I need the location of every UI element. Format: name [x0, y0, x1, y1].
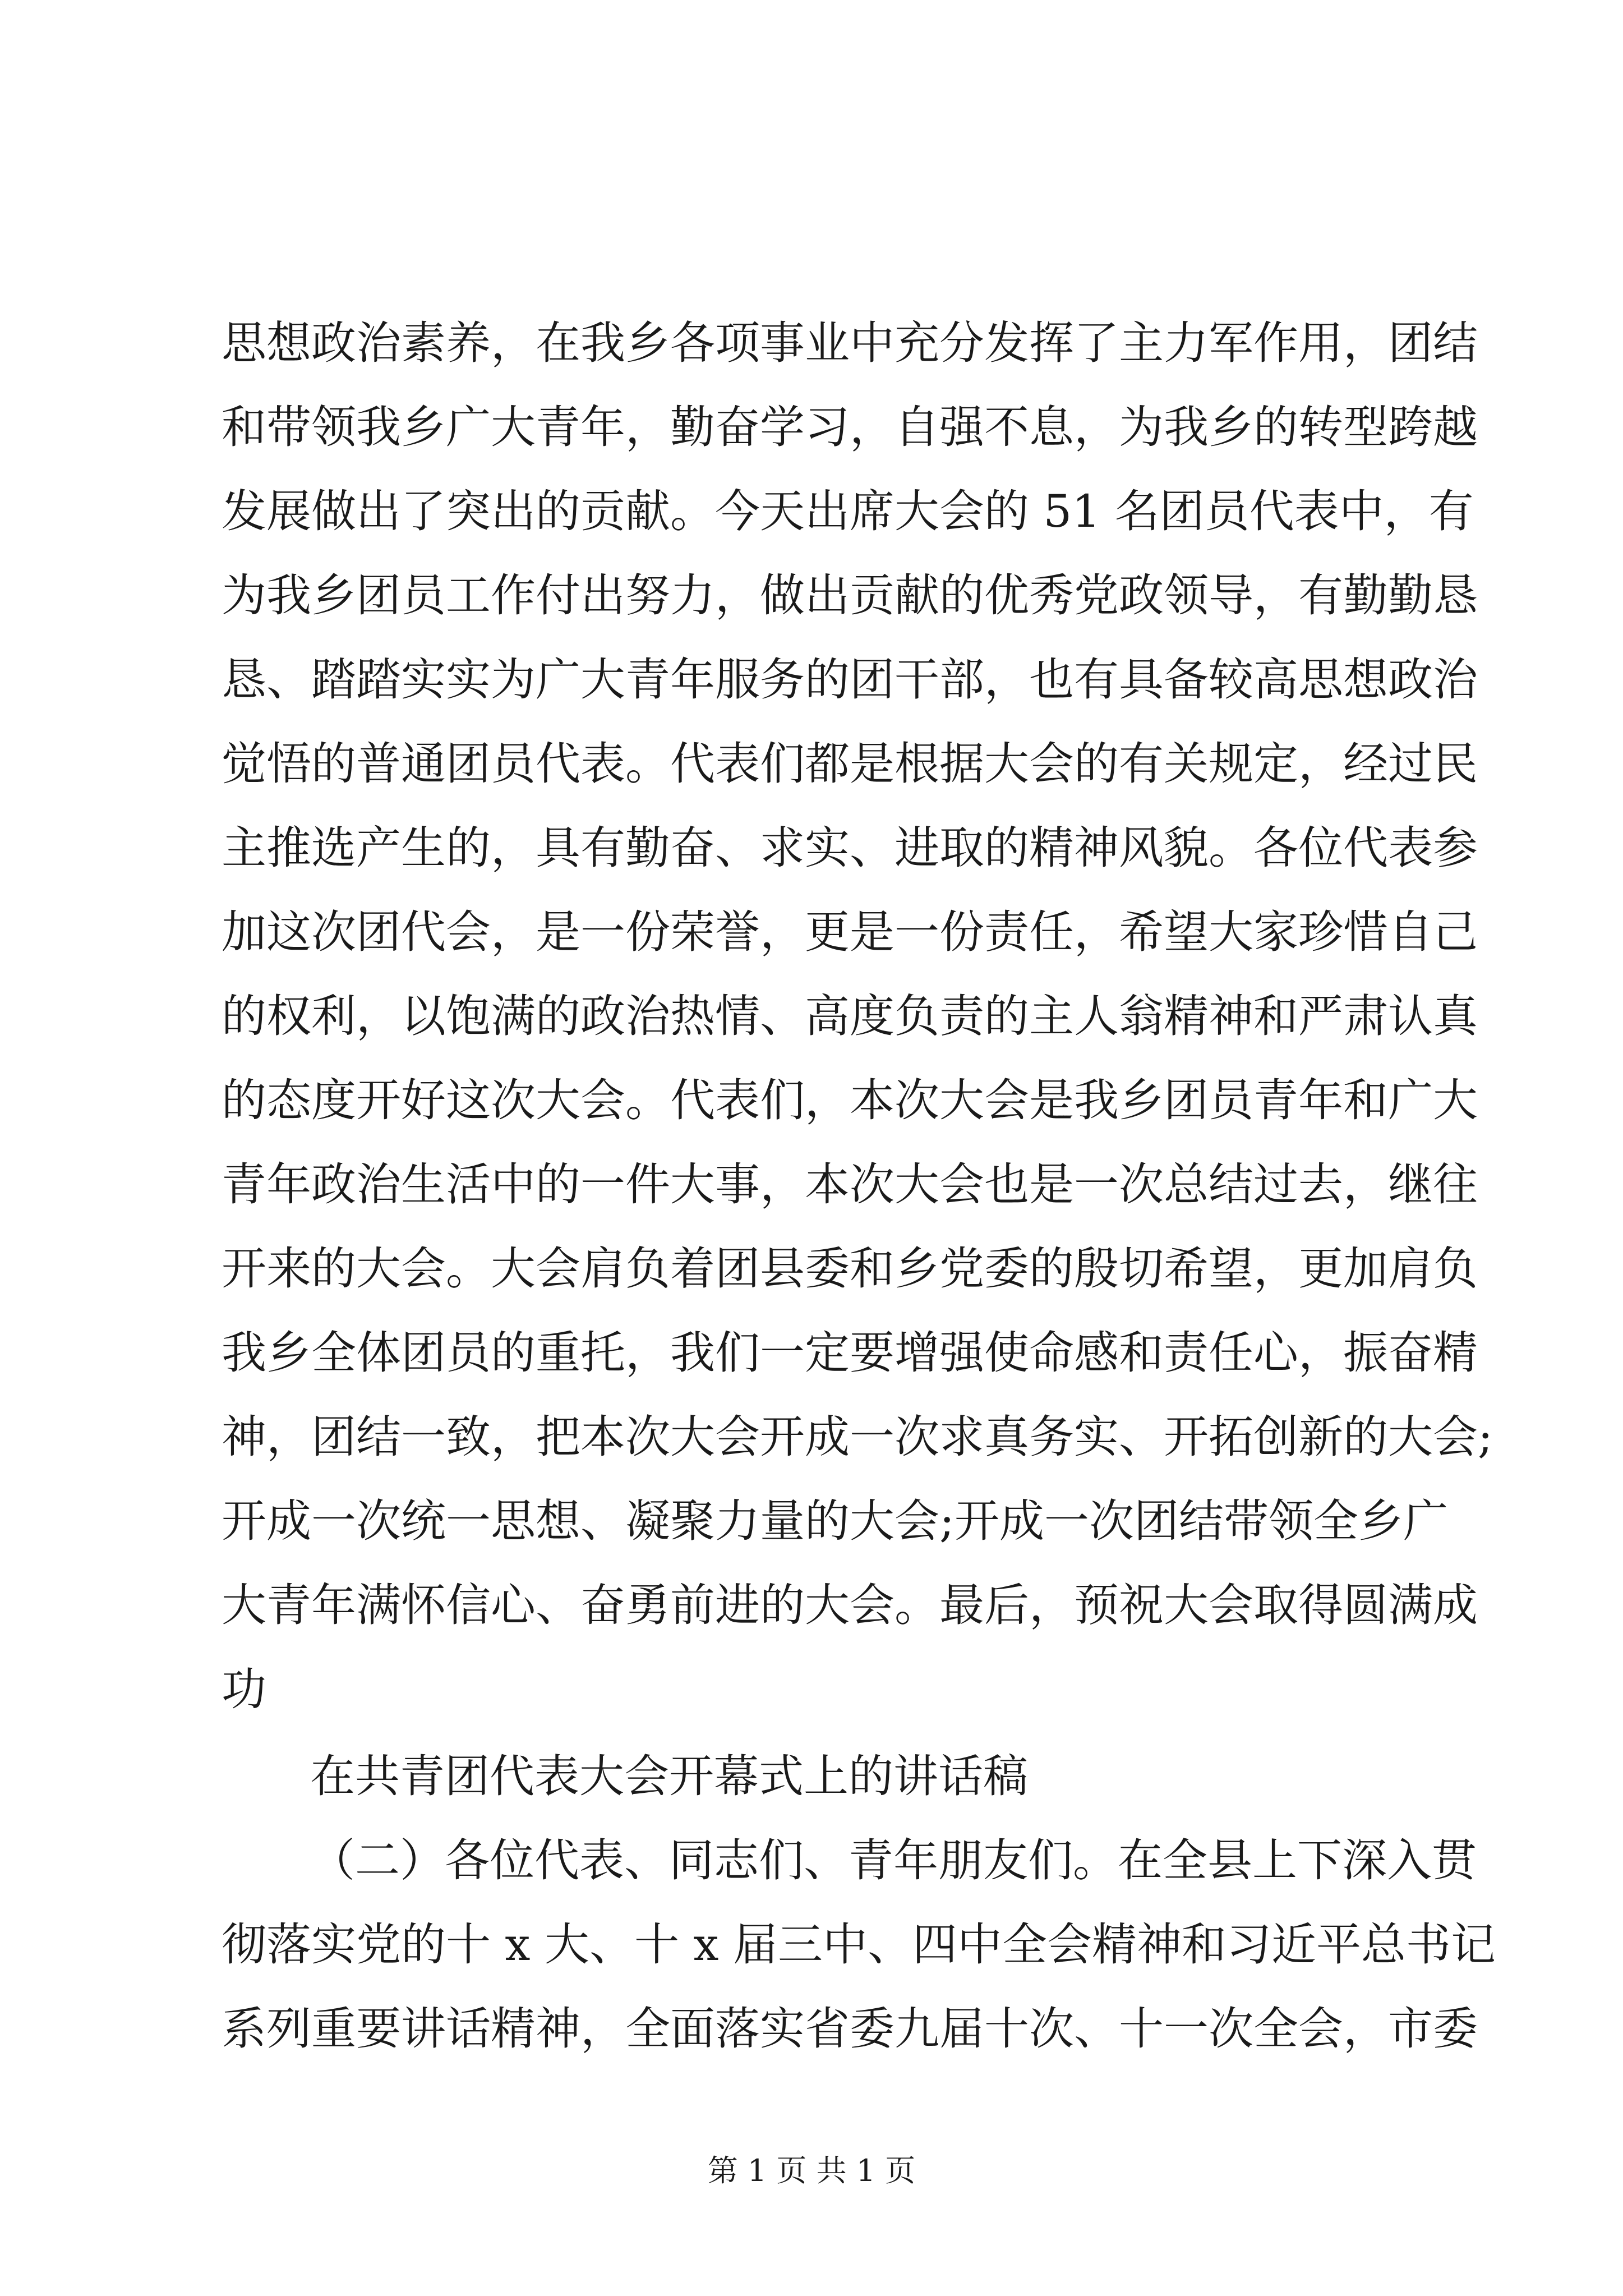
text-line: 为我乡团员工作付出努力，做出贡献的优秀党政领导，有勤勤恳 [222, 569, 1478, 622]
text-line: 的权利，以饱满的政治热情、高度负责的主人翁精神和严肃认真 [222, 990, 1478, 1042]
text-line: 神，团结一致，把本次大会开成一次求真务实、开拓创新的大会; [222, 1411, 1493, 1463]
text-line: 青年政治生活中的一件大事，本次大会也是一次总结过去，继往 [222, 1158, 1478, 1211]
text-line: 主推选产生的，具有勤奋、求实、进取的精神风貌。各位代表参 [222, 822, 1478, 874]
text-line: 大青年满怀信心、奋勇前进的大会。最后，预祝大会取得圆满成 [222, 1579, 1478, 1631]
section-title: 在共青团代表大会开幕式上的讲话稿 [310, 1750, 1028, 1802]
text-line: 恳、踏踏实实为广大青年服务的团干部，也有具备较高思想政治 [222, 654, 1478, 706]
text-line: 系列重要讲话精神，全面落实省委九届十次、十一次全会，市委 [222, 2003, 1478, 2055]
text-line: 思想政治素养，在我乡各项事业中充分发挥了主力军作用，团结 [222, 317, 1478, 369]
text-line: 和带领我乡广大青年，勤奋学习，自强不息，为我乡的转型跨越 [222, 401, 1478, 453]
text-line: 加这次团代会，是一份荣誉，更是一份责任，希望大家珍惜自己 [222, 906, 1478, 958]
text-line: 功 [222, 1663, 266, 1715]
text-line: 开成一次统一思想、凝聚力量的大会;开成一次团结带领全乡广 [222, 1495, 1448, 1547]
text-line: 发展做出了突出的贡献。今天出席大会的 51 名团员代表中，有 [222, 485, 1474, 537]
text-line: 开来的大会。大会肩负着团县委和乡党委的殷切希望，更加肩负 [222, 1243, 1478, 1295]
page-footer: 第 1 页 共 1 页 [707, 2153, 916, 2188]
text-line: （二）各位代表、同志们、青年朋友们。在全县上下深入贯 [310, 1834, 1477, 1887]
text-line: 我乡全体团员的重托，我们一定要增强使命感和责任心，振奋精 [222, 1327, 1478, 1379]
text-line: 觉悟的普通团员代表。代表们都是根据大会的有关规定，经过民 [222, 738, 1478, 790]
text-line: 的态度开好这次大会。代表们，本次大会是我乡团员青年和广大 [222, 1074, 1478, 1126]
text-line: 彻落实党的十 x 大、十 x 届三中、四中全会精神和习近平总书记 [222, 1918, 1496, 1971]
